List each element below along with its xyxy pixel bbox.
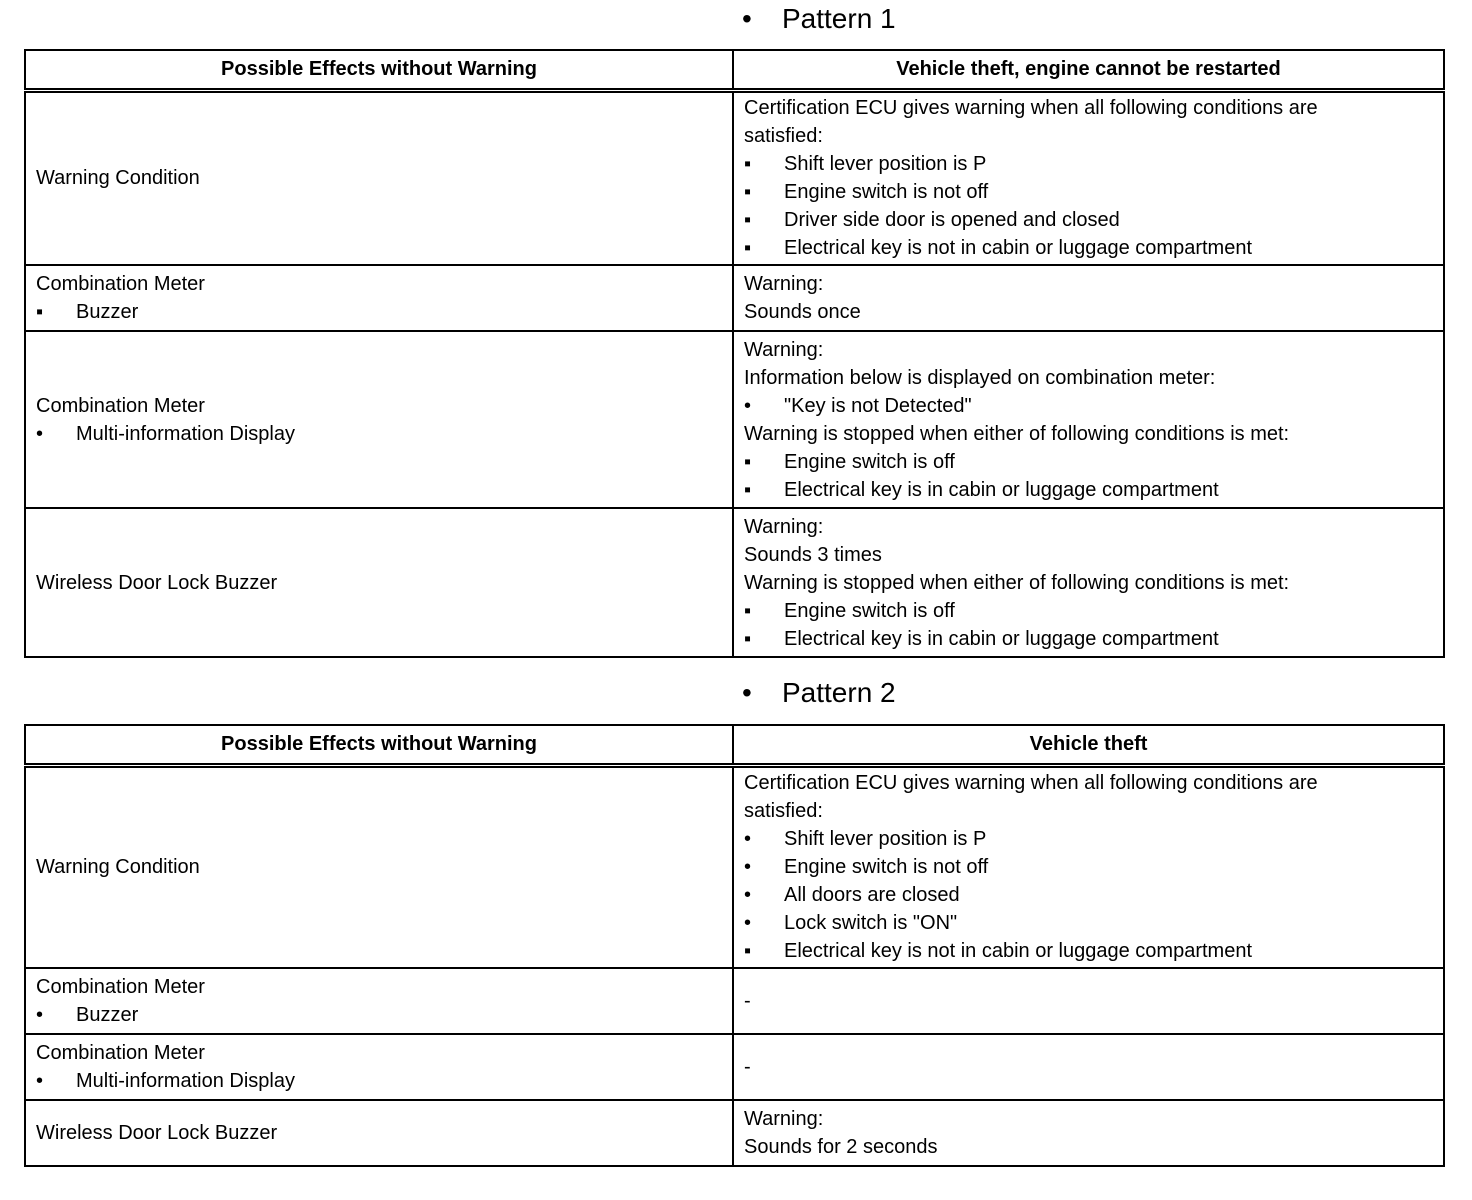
row-label: Wireless Door Lock Buzzer: [25, 508, 733, 657]
bullet-icon: •: [36, 422, 44, 445]
row-label: Wireless Door Lock Buzzer: [25, 1100, 733, 1166]
pattern-1-heading: [742, 1, 896, 37]
square-bullet-icon: ▪: [744, 478, 752, 501]
bullet-icon: •: [744, 884, 752, 907]
header-vehicle-theft: Vehicle theft: [733, 725, 1444, 765]
table-row: [25, 265, 1444, 331]
bullet-icon: •: [744, 828, 752, 851]
square-bullet-icon: ▪: [744, 450, 752, 473]
row-label: Combination Meter • Multi-information Display: [25, 1034, 733, 1100]
row-value: Certification ECU gives warning when all following conditions are satisfied: • Shift lever position is P • Engine switch is not off • All doors are closed • Lock switch is "ON" ▪ Electrical key is not in cabin or luggage compartment: [733, 765, 1444, 968]
pattern-1-title: Pattern 1: [782, 3, 896, 34]
row-value: Certification ECU gives warning when all following conditions are satisfied: ▪ Shift lever position is P ▪ Engine switch is not off ▪ Driver side door is opened and closed ▪ Electrical key is not in cabin or luggage compartment: [733, 90, 1444, 265]
row-value: -: [733, 1034, 1444, 1100]
row-value: Warning: Sounds for 2 seconds: [733, 1100, 1444, 1166]
table-row: [25, 331, 1444, 508]
square-bullet-icon: ▪: [744, 237, 752, 260]
row-value: Warning: Information below is displayed on combination meter: • "Key is not Detected" Warning is stopped when either of following conditions is met: ▪ Engine switch is off ▪ Electrical key is in cabin or luggage compartment: [733, 331, 1444, 508]
row-value: Warning: Sounds once: [733, 265, 1444, 331]
pattern-2-table: [24, 724, 1445, 1167]
bullet-icon: •: [36, 1004, 44, 1026]
row-label: Warning Condition: [25, 90, 733, 265]
bullet-icon: •: [744, 394, 752, 417]
bullet-icon: •: [36, 1070, 44, 1092]
table-row: [25, 508, 1444, 657]
table-row: [25, 1034, 1444, 1100]
square-bullet-icon: ▪: [744, 599, 752, 622]
row-label: Combination Meter ▪ Buzzer: [25, 265, 733, 331]
bullet-icon: •: [744, 912, 752, 935]
square-bullet-icon: ▪: [744, 627, 752, 650]
pattern-2-heading: [742, 675, 896, 711]
pattern-1-table: [24, 49, 1445, 658]
table-row: [25, 90, 1444, 265]
square-bullet-icon: ▪: [36, 301, 44, 323]
square-bullet-icon: ▪: [744, 153, 752, 176]
square-bullet-icon: ▪: [744, 181, 752, 204]
header-vehicle-theft-no-restart: Vehicle theft, engine cannot be restarted: [733, 50, 1444, 90]
row-label: Combination Meter • Multi-information Display: [25, 331, 733, 508]
row-value: Warning: Sounds 3 times Warning is stopped when either of following conditions is met: ▪ Engine switch is off ▪ Electrical key is in cabin or luggage compartment: [733, 508, 1444, 657]
header-possible-effects: Possible Effects without Warning: [25, 50, 733, 90]
square-bullet-icon: ▪: [744, 209, 752, 232]
bullet-icon: •: [742, 677, 752, 708]
pattern-2-title: Pattern 2: [782, 677, 896, 708]
bullet-icon: •: [742, 3, 752, 34]
square-bullet-icon: ▪: [744, 940, 752, 963]
table-row: [25, 968, 1444, 1034]
row-label: Combination Meter • Buzzer: [25, 968, 733, 1034]
header-possible-effects: Possible Effects without Warning: [25, 725, 733, 765]
bullet-icon: •: [744, 856, 752, 879]
row-label: Warning Condition: [25, 765, 733, 968]
table-row: [25, 1100, 1444, 1166]
table-row: [25, 765, 1444, 968]
row-value: -: [733, 968, 1444, 1034]
